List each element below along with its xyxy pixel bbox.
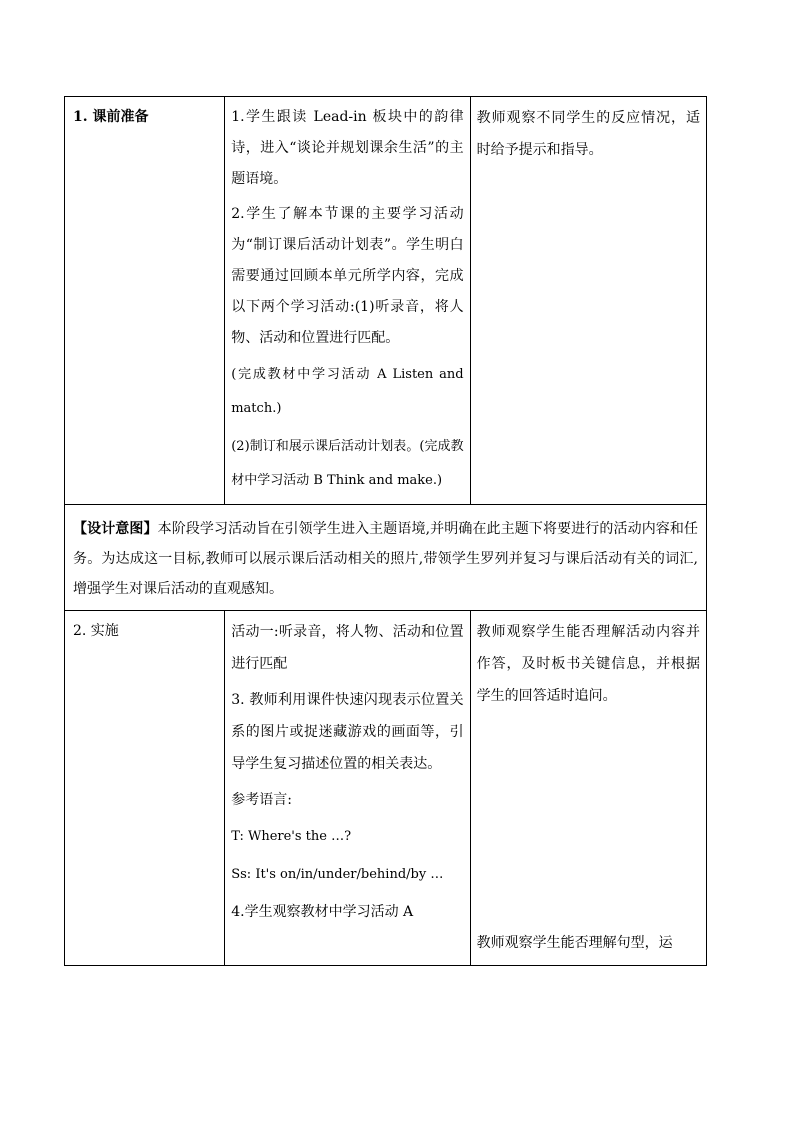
observation-cell [470,611,706,966]
activity-paragraph: (2)制订和展示课后活动计划表。(完成教材中学习活动 B Think and make.) [231,439,464,488]
observation-text: 教师观察学生能否理解句型，运 [476,935,673,951]
activity-paragraph: 3. 教师利用课件快速闪现表示位置关系的图片或捉迷藏游戏的画面等，引导学生复习描述位置的相关表达。 [231,692,464,772]
activities-cell [225,97,470,505]
observation-cell [470,97,706,505]
observation-text: 教师观察学生能否理解活动内容并作答，及时板书关键信息，并根据学生的回答适时追问。 [476,624,700,704]
reference-label: 参考语言: [231,792,292,808]
row-implementation [65,611,707,966]
lesson-plan-table [64,96,707,966]
stage-label: 1. 课前准备 [73,109,149,125]
reference-line: Ss: It's on/in/under/behind/by … [231,867,444,882]
design-intent-text: 本阶段学习活动旨在引领学生进入主题语境,并明确在此主题下将要进行的活动内容和任务。为达成这一目标,教师可以展示课后活动相关的照片,带领学生罗列并复习与课后活动有关的词汇,增强学生对课后活动的直观感知。 [73,521,698,597]
stage-cell [65,611,225,966]
stage-cell [65,97,225,505]
row-design-intent [65,505,707,611]
observation-text: 教师观察不同学生的反应情况，适时给予提示和指导。 [476,110,700,158]
activities-cell [225,611,470,966]
activity-paragraph: 活动一:听录音，将人物、活动和位置进行匹配 [231,624,464,672]
activity-paragraph: 1.学生跟读 Lead-in 板块中的韵律诗，进入“谈论并规划课余生活”的主题语境。 [231,109,464,187]
activity-paragraph: 2.学生了解本节课的主要学习活动为“制订课后活动计划表”。学生明白需要通过回顾本单元所学内容，完成以下两个学习活动:(1)听录音，将人物、活动和位置进行匹配。 [231,206,464,346]
reference-line: T: Where's the …? [231,829,352,844]
stage-label: 2. 实施 [73,623,119,639]
activity-paragraph: 4.学生观察教材中学习活动 A [231,904,414,920]
row-preparation [65,97,707,505]
activity-paragraph: (完成教材中学习活动 A Listen and match.) [231,367,464,416]
design-intent-cell [65,505,707,611]
design-intent-label: 【设计意图】 [73,521,158,537]
